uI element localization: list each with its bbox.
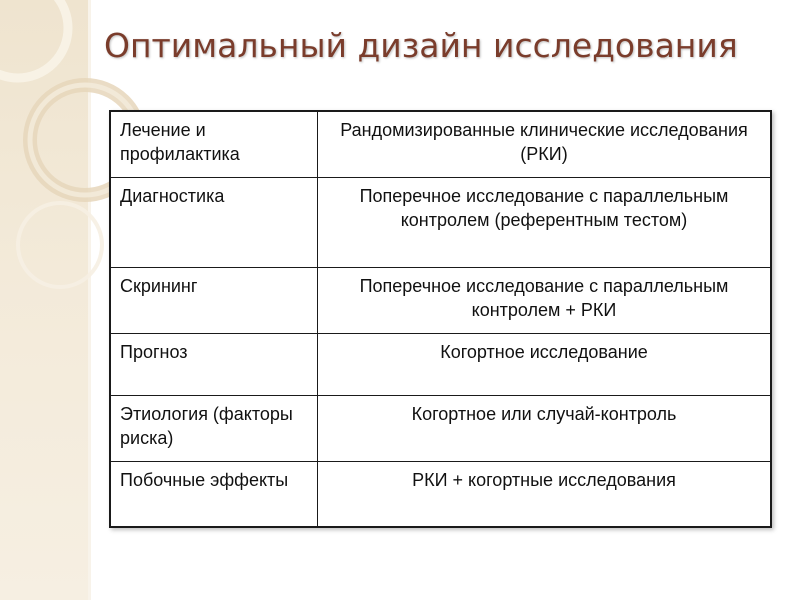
area-cell: Прогноз: [110, 333, 318, 395]
table-row: [110, 111, 771, 177]
table-row: [110, 177, 771, 267]
area-cell: Этиология (факторы риска): [110, 395, 318, 461]
design-cell: Когортное исследование: [318, 333, 772, 395]
design-cell: Поперечное исследование с параллельным контролем (референтным тестом): [318, 177, 772, 267]
table-row: [110, 267, 771, 333]
area-cell: Лечение и профилактика: [110, 111, 318, 177]
design-cell: Когортное или случай-контроль: [318, 395, 772, 461]
design-cell: Рандомизированные клинические исследования (РКИ): [318, 111, 772, 177]
table-row: [110, 333, 771, 395]
decorative-circle-small: [18, 203, 102, 287]
area-cell: Побочные эффекты: [110, 461, 318, 527]
study-design-table: [109, 110, 772, 528]
table-row: [110, 395, 771, 461]
design-cell: Поперечное исследование с параллельным контролем + РКИ: [318, 267, 772, 333]
slide-title: Оптимальный дизайн исследования: [104, 26, 738, 65]
decorative-circle-top: [0, 0, 68, 78]
design-cell: РКИ + когортные исследования: [318, 461, 772, 527]
area-cell: Скрининг: [110, 267, 318, 333]
area-cell: Диагностика: [110, 177, 318, 267]
table-row: [110, 461, 771, 527]
